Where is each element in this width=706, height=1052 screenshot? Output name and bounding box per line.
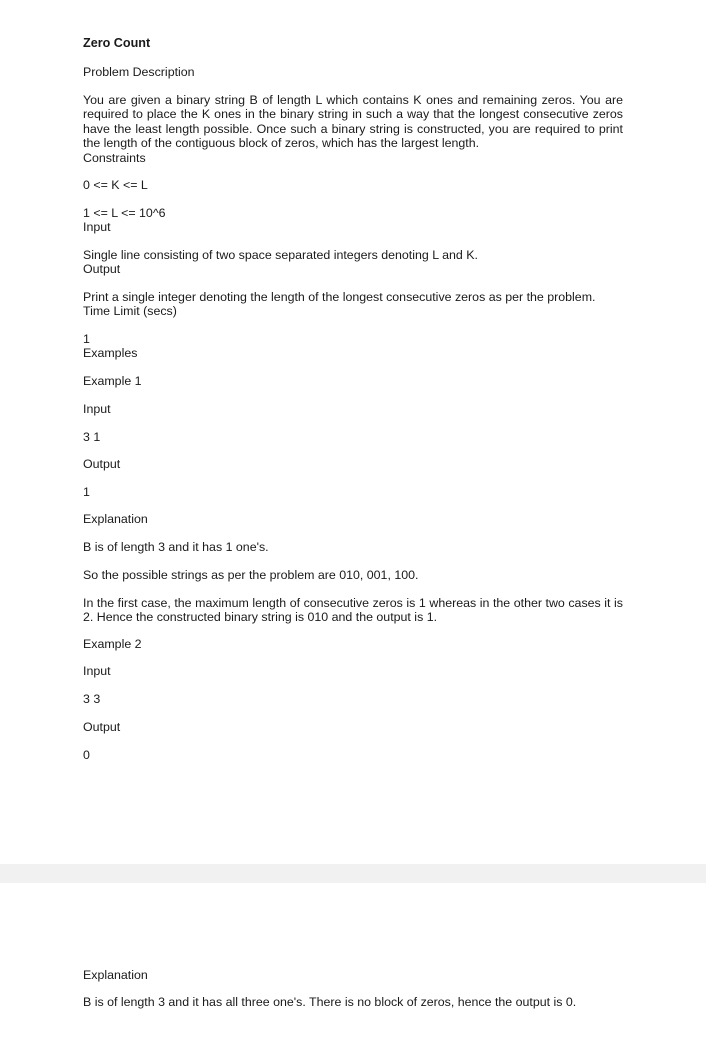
input-text: Single line consisting of two space separated integers denoting L and K. [83,248,478,262]
example-1-explanation-line: So the possible strings as per the problem are 010, 001, 100. [83,568,419,582]
example-1-explanation-line: B is of length 3 and it has 1 one's. [83,540,269,554]
example-2-explanation-label: Explanation [83,968,148,982]
example-1-input-label: Input [83,402,111,416]
page-break [0,864,706,883]
example-2-output-value: 0 [83,748,90,762]
example-2-output-label: Output [83,720,121,734]
example-1-output-value: 1 [83,485,90,499]
time-limit-heading: Time Limit (secs) [83,304,177,318]
problem-description-text: You are given a binary string B of length L which contains K ones and remaining zeros. You are required to place the K ones in the binary string in such a way that the longest consecutive zeros have the least length possible. Once such a binary string is constructed, you are required to print the length of the contiguous block of zeros, which has the largest length. [83,93,623,150]
example-1-output-label: Output [83,457,121,471]
problem-description-heading: Problem Description [83,65,195,79]
page-title: Zero Count [83,36,151,50]
output-text: Print a single integer denoting the length of the longest consecutive zeros as per the problem. [83,290,596,304]
example-2-heading: Example 2 [83,637,142,651]
examples-heading: Examples [83,346,138,360]
input-heading: Input [83,220,111,234]
constraint-item: 1 <= L <= 10^6 [83,206,166,220]
constraint-item: 0 <= K <= L [83,178,148,192]
constraints-heading: Constraints [83,151,146,165]
example-1-heading: Example 1 [83,374,142,388]
example-1-input-value: 3 1 [83,430,101,444]
example-2-input-value: 3 3 [83,692,101,706]
example-1-explanation-line: In the first case, the maximum length of consecutive zeros is 1 whereas in the other two cases it is 2. Hence the constructed binary string is 010 and the output is 1. [83,596,623,625]
example-2-explanation-text: B is of length 3 and it has all three one's. There is no block of zeros, hence the output is 0. [83,995,577,1009]
time-limit-value: 1 [83,332,90,346]
example-2-input-label: Input [83,664,111,678]
output-heading: Output [83,262,121,276]
example-1-explanation-label: Explanation [83,512,148,526]
